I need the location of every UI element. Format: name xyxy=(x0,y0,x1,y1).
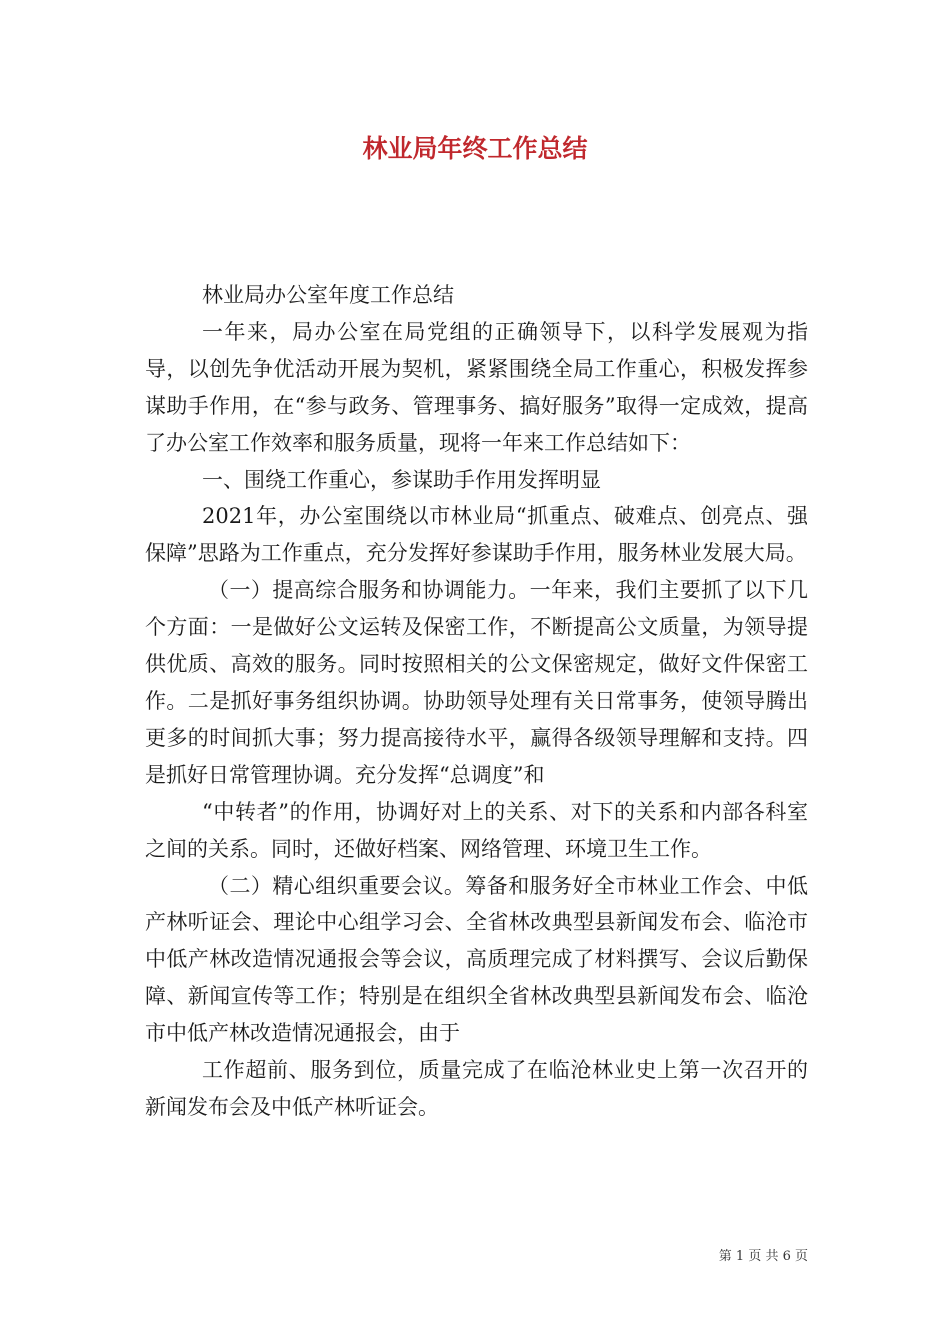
page-title: 林业局年终工作总结 xyxy=(362,134,588,163)
paragraph-item-2-cont: 工作超前、服务到位，质量完成了在临沧林业史上第一次召开的新闻发布会及中低产林听证会。 xyxy=(145,1058,808,1119)
page-number: 第 1 页 共 6 页 xyxy=(718,1249,808,1264)
paragraph-section-heading: 一、围绕工作重心，参谋助手作用发挥明显 xyxy=(202,467,601,492)
document-body xyxy=(145,277,808,1126)
paragraph-item-1-cont: “中转者”的作用，协调好对上的关系、对下的关系和内部各科室之间的关系。同时，还做好档案、网络管理、环境卫生工作。 xyxy=(145,799,808,861)
paragraph-item-2: （二）精心组织重要会议。筹备和服务好全市林业工作会、中低产林听证会、理论中心组学习会、全省林改典型县新闻发布会、临沧市中低产林改造情况通报会等会议，高质理完成了材料撰写、会议后勤保障、新闻宣传等工作；特别是在组织全省林改典型县新闻发布会、临沧市中低产林改造情况通报会，由于 xyxy=(145,873,808,1046)
paragraph-item-1: （一）提高综合服务和协调能力。一年来，我们主要抓了以下几个方面：一是做好公文运转及保密工作，不断提高公文质量，为领导提供优质、高效的服务。同时按照相关的公文保密规定，做好文件保密工作。二是抓好事务组织协调。协助领导处理有关日常事务，使领导腾出更多的时间抓大事；努力提高接待水平，赢得各级领导理解和支持。四是抓好日常管理协调。充分发挥“总调度”和 xyxy=(145,578,808,787)
paragraph-intro: 一年来，局办公室在局党组的正确领导下，以科学发展观为指导，以创先争优活动开展为契机，紧紧围绕全局工作重心，积极发挥参谋助手作用，在“参与政务、管理事务、搞好服务”取得一定成效，提高了办公室工作效率和服务质量，现将一年来工作总结如下： xyxy=(145,319,808,455)
paragraph-2021: 2021年，办公室围绕以市林业局“抓重点、破难点、创亮点、强保障”思路为工作重点，充分发挥好参谋助手作用，服务林业发展大局。 xyxy=(145,504,808,566)
paragraph-subtitle: 林业局办公室年度工作总结 xyxy=(202,283,454,307)
